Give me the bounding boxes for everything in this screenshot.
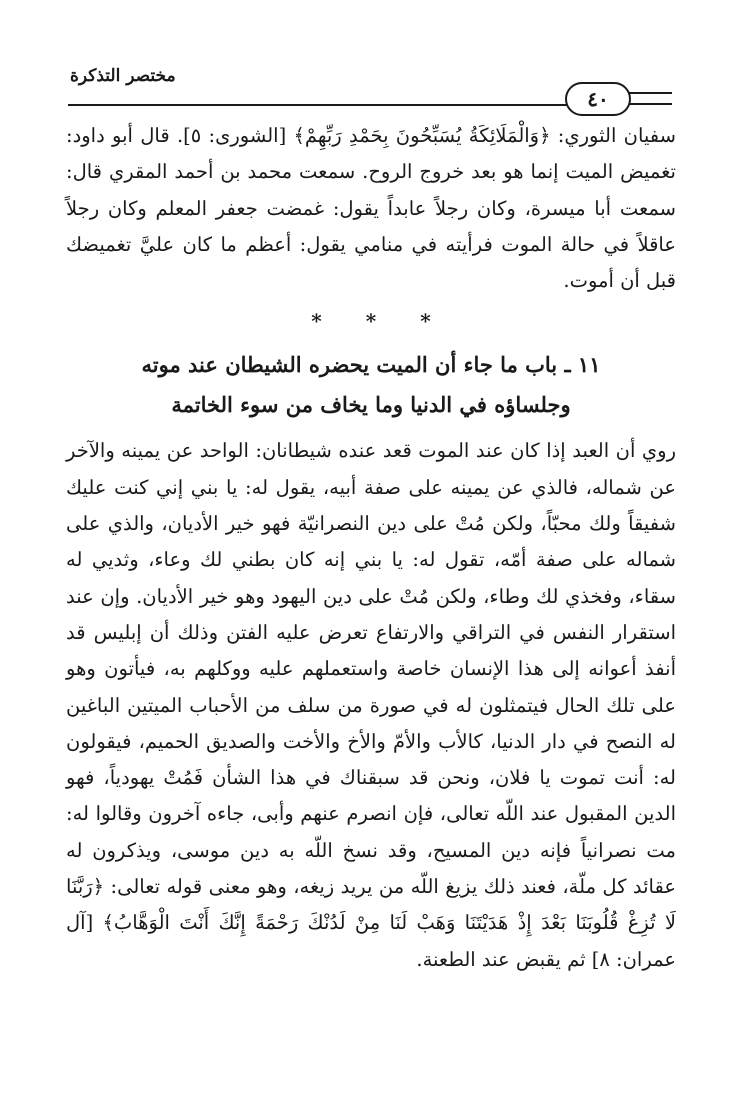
header-double-bar xyxy=(628,92,672,105)
page-header xyxy=(0,0,752,110)
page-number: ٤٠ xyxy=(565,82,631,116)
chapter-title-line-2: وجلساؤه في الدنيا وما يخاف من سوء الخاتمة xyxy=(171,392,571,418)
paragraph-2: روي أن العبد إذا كان عند الموت قعد عنده شيطانان: الواحد عن يمينه والآخر عن شماله، فالذي عن يمينه على صفة أبيه، يقول له: يا بني إني كنت عليك شفيقاً ولك محبّاً، ولكن مُتْ على دين النصرانيّة فهو خير الأديان، والذي على شماله على صفة أمّه، تقول له: يا بني إنه كان بطني لك وعاء، وثديي له سقاء، وفخذي لك وطاء، ولكن مُتْ على دين اليهود وهو خير الأديان. وإن عند استقرار النفس في التراقي والارتفاع تعرض عليه الفتن وذلك أن إبليس قد أنفذ أعوانه إلى هذا الإنسان خاصة واستعملهم عليه ووكلهم به، فيأتون وهو على تلك الحال فيتمثلون له في صورة من سلف من الأحباب الميتين الباغين له النصح في دار الدنيا، كالأب والأمّ والأخ والأخت والصديق الحميم، فيقولون له: أنت تموت يا فلان، ونحن قد سبقناك في هذا الشأن فَمُتْ يهودياً، فهو الدين المقبول عند اللّه تعالى، فإن انصرم عنهم وأبى، جاءه آخرون وقالوا له: مت نصرانياً فإنه دين المسيح، وقد نسخ اللّه به دين موسى، ويذكرون له عقائد كل ملّة، فعند ذلك يزيغ اللّه من يريد زيغه، وهو معنى قوله تعالى: ﴿رَبَّنَا لَا تُزِغْ قُلُوبَنَا بَعْدَ إِذْ هَدَيْتَنَا وَهَبْ لَنَا مِنْ لَدُنْكَ رَحْمَةً إِنَّكَ أَنْتَ الْوَهَّابُ﴾ [آل عمران: ٨] ثم يقبض عند الطعنة. xyxy=(66,439,676,971)
chapter-title-line-1: ١١ ـ باب ما جاء أن الميت يحضره الشيطان عند موته xyxy=(141,352,601,378)
header-rule xyxy=(68,104,628,106)
running-title: مختصر التذكرة xyxy=(70,66,176,86)
paragraph-1: سفيان الثوري: ﴿وَالْمَلَائِكَةُ يُسَبِّحُونَ بِحَمْدِ رَبِّهِمْ﴾ [الشورى: ٥]. قال أبو داود: تغميض الميت إنما هو بعد خروج الروح. سمعت محمد بن أحمد المقري قال: سمعت أبا ميسرة، وكان رجلاً عابداً يقول: غمضت جعفر المعلم وكان رجلاً عاقلاً في حالة الموت فرأيته في منامي يقول: أعظم ما كان عليَّ تغميضك قبل أن أموت. xyxy=(66,124,676,293)
divider-star: * xyxy=(311,309,322,334)
chapter-heading xyxy=(66,345,676,425)
section-divider xyxy=(66,301,676,341)
page-content xyxy=(66,118,676,978)
divider-star: * xyxy=(365,309,377,334)
divider-star: * xyxy=(420,309,431,334)
